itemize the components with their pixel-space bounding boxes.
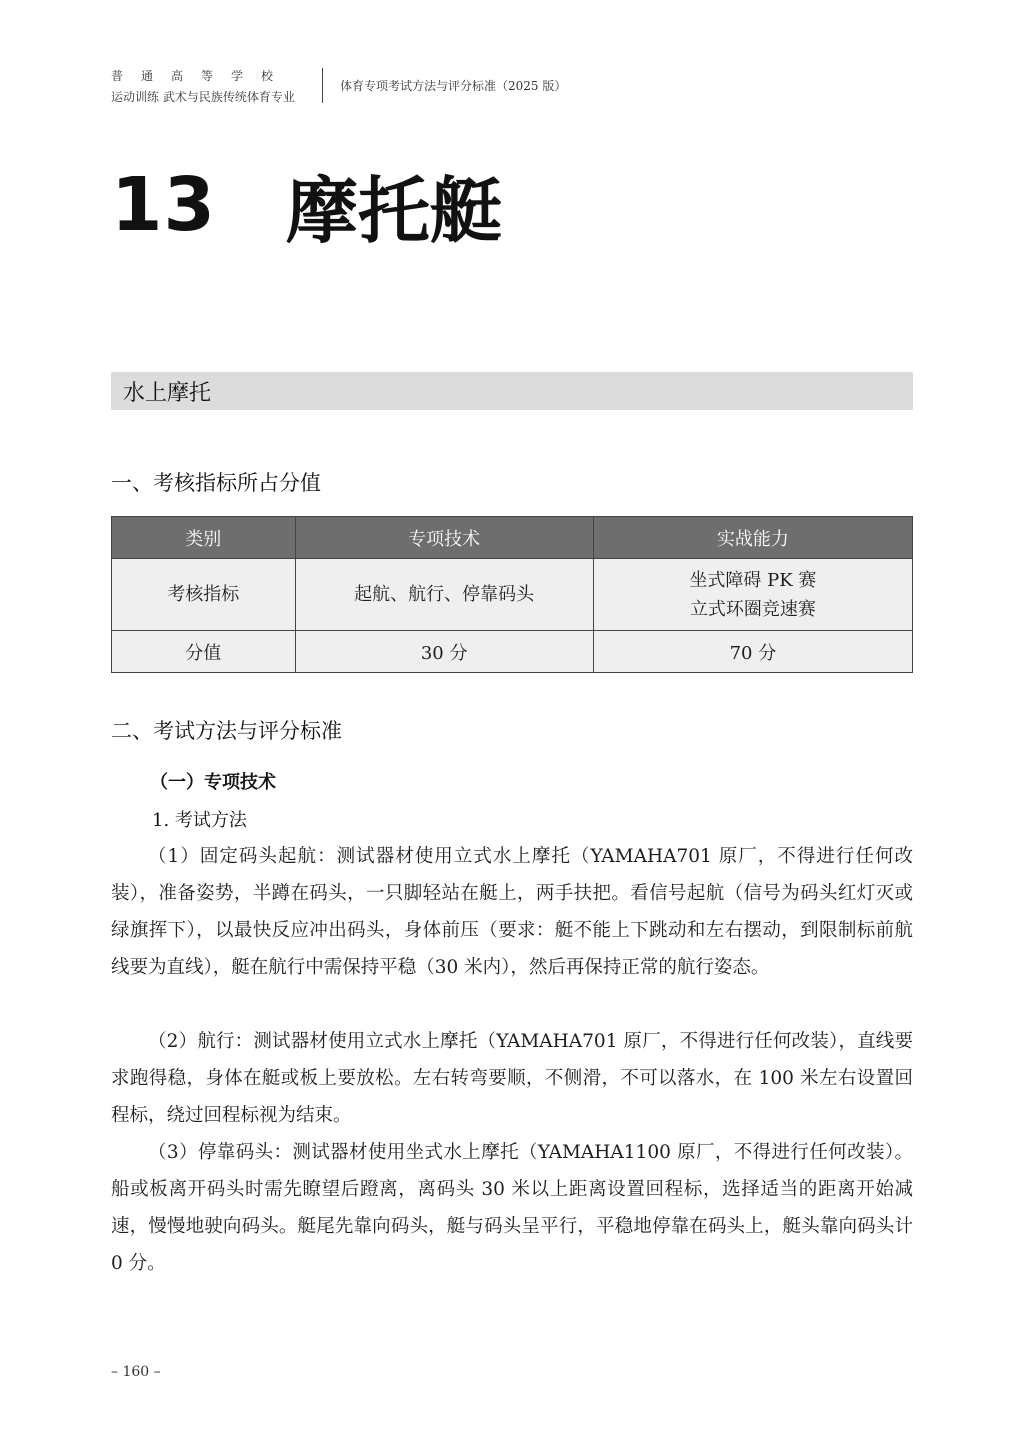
table-row [112, 559, 913, 631]
combat-item-standing: 立式环圈竞速赛 [689, 598, 816, 620]
combat-item-seated: 坐式障碍 PK 赛 [689, 569, 817, 591]
heading-exam-method: 二、考试方法与评分标准 [111, 719, 342, 743]
paragraph-navigation: （2）航行：测试器材使用立式水上摩托（YAMAHA701 原厂，不得进行任何改装），直线要求跑得稳，身体在艇或板上要放松。左右转弯要顺，不侧滑，不可以落水，在 100 米左右设置回程标，绕过回程标视为结束。 [111, 1031, 913, 1126]
score-weight-table [111, 516, 913, 673]
section-title-bar [111, 372, 913, 410]
header-divider [322, 68, 323, 103]
table-cell-combat-items [593, 559, 912, 631]
table-cell-technique-score: 30 分 [295, 631, 593, 673]
table-cell-indicator-label: 考核指标 [112, 559, 296, 631]
chapter-heading [111, 160, 502, 253]
table-header-technique: 专项技术 [295, 517, 593, 559]
table-cell-combat-score: 70 分 [593, 631, 912, 673]
chapter-title: 摩托艇 [285, 169, 502, 253]
header-majors: 运动训练 武术与民族传统体育专业 [111, 90, 295, 104]
table-header-category: 类别 [112, 517, 296, 559]
table-cell-technique-items: 起航、航行、停靠码头 [295, 559, 593, 631]
subheading-method: 1. 考试方法 [152, 810, 247, 831]
header-school-type: 普通高等学校 [111, 69, 292, 83]
section-title: 水上摩托 [123, 381, 212, 406]
table-header-combat: 实战能力 [593, 517, 912, 559]
running-header-left [111, 66, 295, 108]
table-row [112, 631, 913, 673]
paragraph-start-from-dock: （1）固定码头起航：测试器材使用立式水上摩托（YAMAHA701 原厂，不得进行任何改装），准备姿势，半蹲在码头，一只脚轻站在艇上，两手扶把。看信号起航（信号为码头红灯灭或绿旗挥下），以最快反应冲出码头，身体前压（要求：艇不能上下跳动和左右摆动，到限制标前航线要为直线），艇在航行中需保持平稳（30 米内），然后再保持正常的航行姿态。 [111, 846, 913, 978]
page-number: – 160 – [111, 1364, 161, 1380]
heading-score-weights: 一、考核指标所占分值 [111, 471, 321, 495]
chapter-number: 13 [111, 162, 216, 248]
paragraph-docking: （3）停靠码头：测试器材使用坐式水上摩托（YAMAHA1100 原厂，不得进行任何改装）。船或板离开码头时需先瞭望后蹬离，离码头 30 米以上距离设置回程标，选择适当的距离开始减速，慢慢地驶向码头。艇尾先靠向码头，艇与码头呈平行，平稳地停靠在码头上，艇头靠向码头计 0 分。 [111, 1142, 913, 1274]
table-cell-score-label: 分值 [112, 631, 296, 673]
table-header-row [112, 517, 913, 559]
subheading-technique: （一）专项技术 [150, 772, 276, 793]
header-book-title: 体育专项考试方法与评分标准（2025 版） [340, 79, 567, 93]
